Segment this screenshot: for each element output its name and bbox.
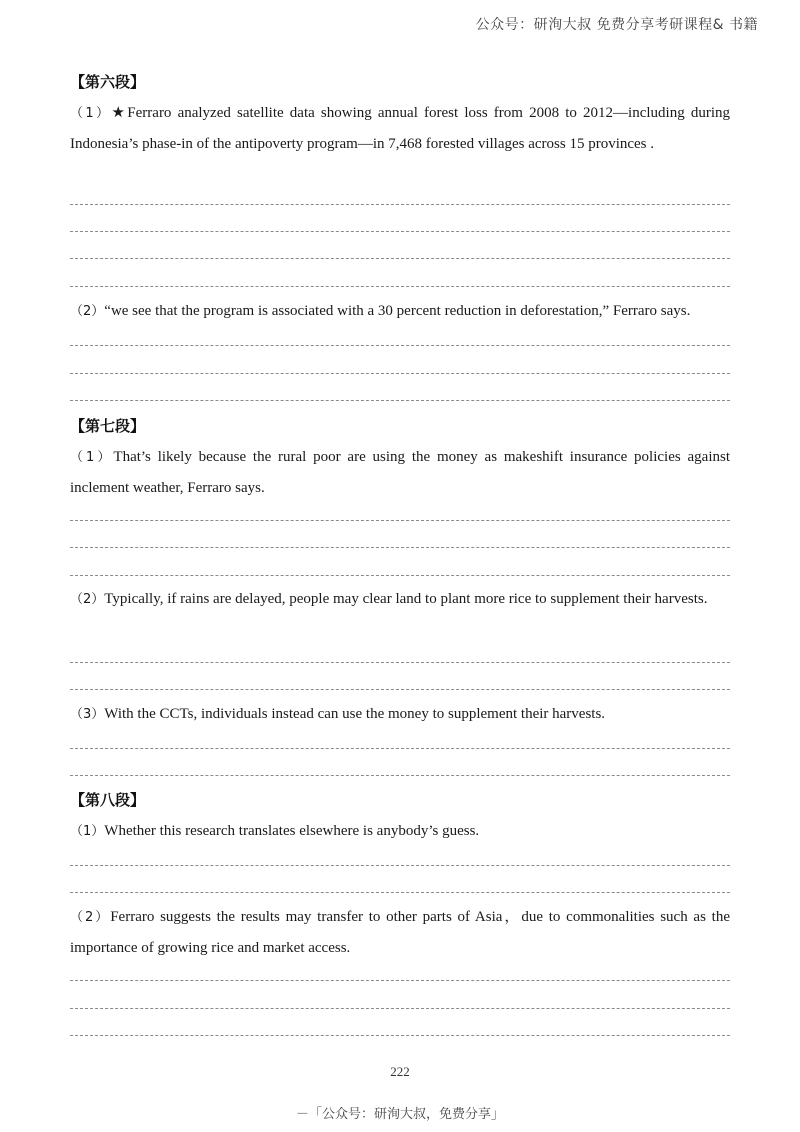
answer-line (70, 520, 730, 521)
answer-line (70, 775, 730, 776)
sentence-6-2 (70, 296, 730, 327)
sentence-text: Whether this research translates elsewhere is anybody’s guess. (104, 823, 480, 839)
sentence-text: That’s likely because the rural poor are using the money as makeshift insurance policies against inclement weather, Ferraro says. (70, 449, 730, 496)
sentence-text: ★Ferraro analyzed satellite data showing annual forest loss from 2008 to 2012—including during Indonesia’s phase-in of the antipoverty program—in 7,468 forested villages across 15 provinces . (70, 105, 731, 152)
answer-line (70, 373, 730, 374)
sentence-7-2 (70, 584, 730, 615)
section-title-7: 【第七段】 (70, 417, 146, 435)
answer-line (70, 865, 730, 866)
answer-line (70, 892, 730, 893)
section-title-6: 【第六段】 (70, 73, 146, 91)
sentence-text: Ferraro suggests the results may transfer to other parts of Asia，due to commonalities such as the importance of growing rice and market access. (70, 909, 730, 956)
sentence-number: （1） (70, 824, 105, 839)
answer-line (70, 748, 730, 749)
sentence-number: （2） (70, 304, 105, 319)
sentence-text: Typically, if rains are delayed, people may clear land to plant more rice to supplement their harvests. (104, 591, 708, 607)
answer-line (70, 345, 730, 346)
sentence-7-3 (70, 699, 730, 730)
sentence-number: （2） (70, 910, 111, 925)
answer-line (70, 204, 730, 205)
sentence-6-1 (70, 98, 730, 159)
answer-line (70, 258, 730, 259)
page-number: 222 (390, 1064, 410, 1079)
sentence-number: （2） (70, 592, 105, 607)
answer-line (70, 980, 730, 981)
answer-line (70, 400, 730, 401)
answer-line (70, 575, 730, 576)
sentence-number: （1） (70, 106, 112, 121)
answer-line (70, 547, 730, 548)
answer-line (70, 1035, 730, 1036)
section-title-8: 【第八段】 (70, 791, 146, 809)
sentence-text: With the CCTs, individuals instead can use the money to supplement their harvests. (104, 706, 606, 722)
sentence-number: （1） (70, 450, 114, 465)
sentence-number: （3） (70, 707, 105, 722)
sentence-8-2 (70, 902, 730, 963)
answer-line (70, 662, 730, 663)
answer-line (70, 286, 730, 287)
sentence-7-1 (70, 442, 730, 503)
page-header: 公众号：研洵大叔 免费分享考研课程& 书籍 (475, 17, 758, 33)
answer-line (70, 1008, 730, 1009)
sentence-8-1 (70, 816, 730, 847)
page-footer: －「公众号：研洵大叔，免费分享」 (295, 1107, 504, 1122)
sentence-text: “we see that the program is associated with a 30 percent reduction in deforestation,” Ferraro says. (104, 303, 691, 319)
answer-line (70, 231, 730, 232)
answer-line (70, 689, 730, 690)
